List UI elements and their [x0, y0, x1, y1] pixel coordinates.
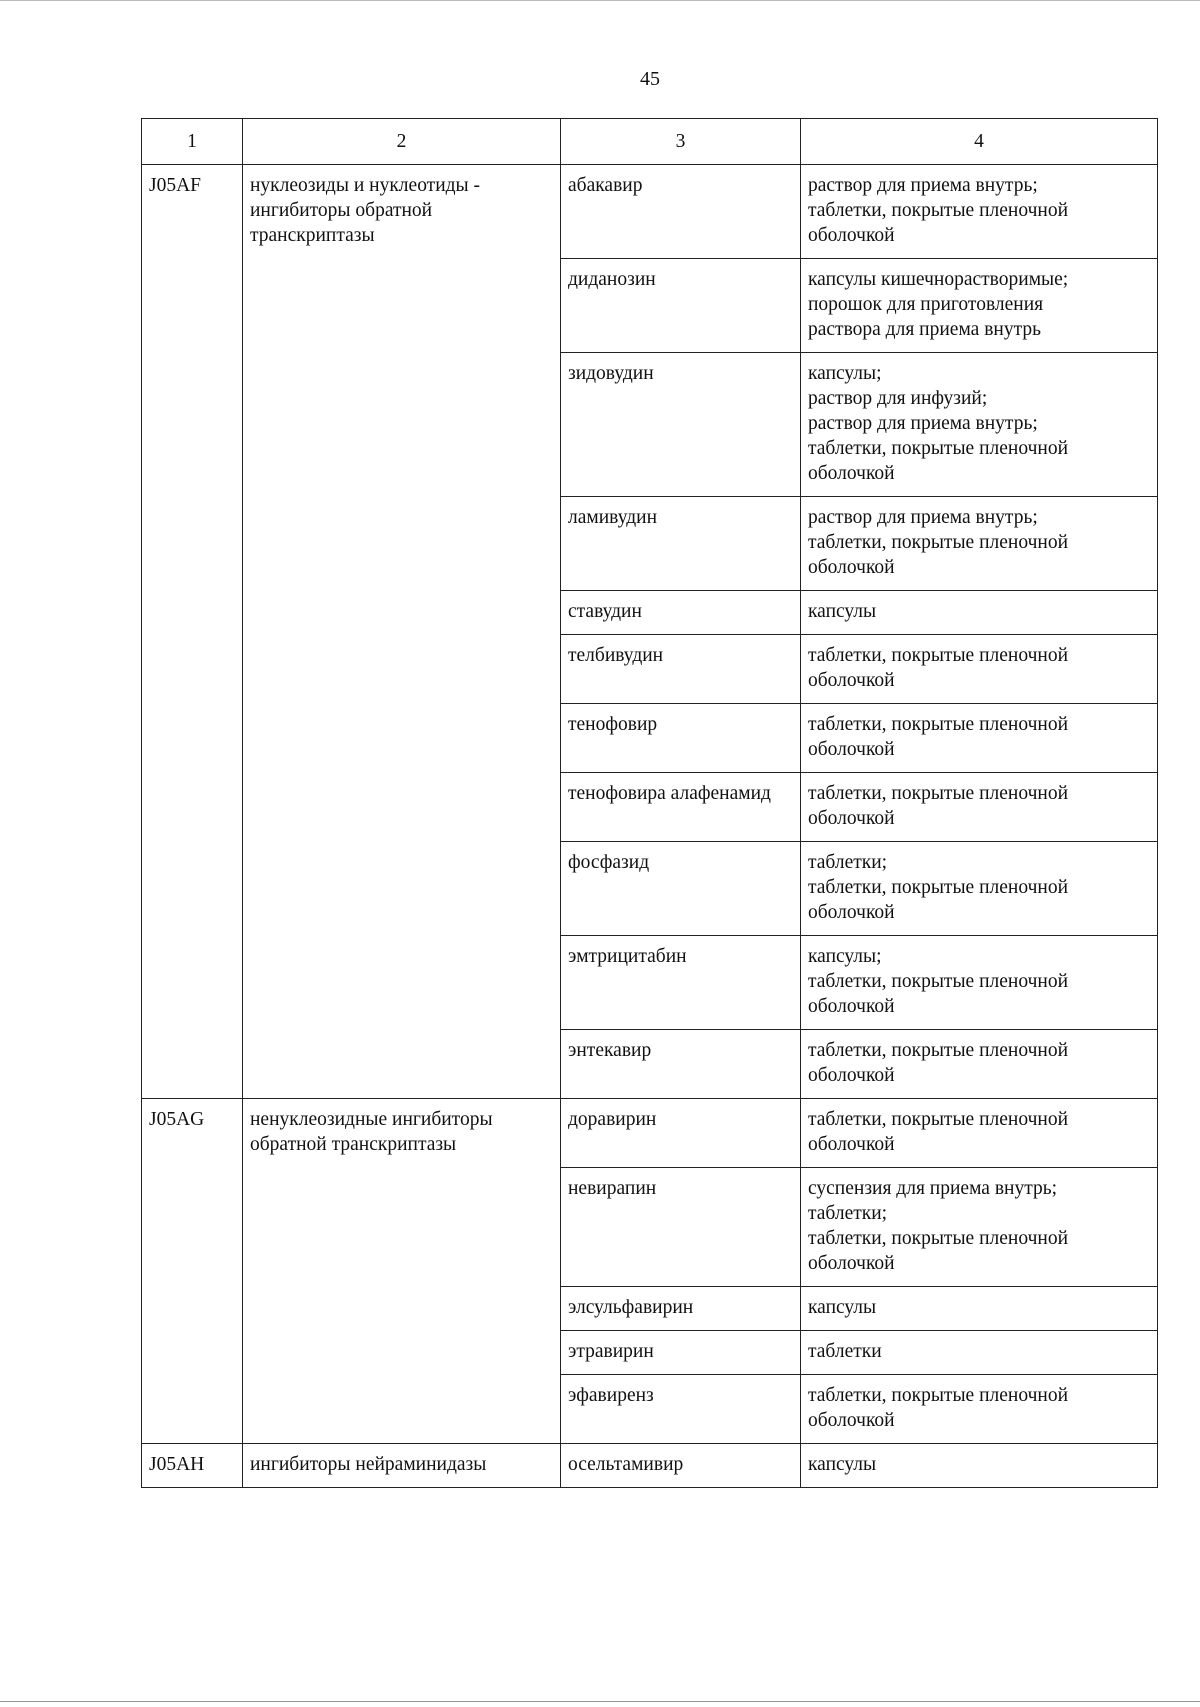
- table-row: [142, 1444, 1158, 1488]
- dosage-form-line: таблетки, покрытые пленочной: [808, 200, 1069, 221]
- table-body: [142, 165, 1158, 1488]
- column-header-2: 2: [243, 119, 561, 165]
- group-name-cell: нуклеозиды и нуклеотиды - ингибиторы обратной транскриптазы: [243, 165, 561, 1099]
- drug-name-cell: диданозин: [561, 259, 801, 353]
- dosage-form-line: оболочкой: [808, 557, 895, 578]
- dosage-form-line: раствор для приема внутрь;: [808, 175, 1038, 196]
- dosage-form-line: таблетки, покрытые пленочной: [808, 714, 1069, 735]
- dosage-forms-cell: [801, 842, 1158, 936]
- group-name-cell: ингибиторы нейраминидазы: [243, 1444, 561, 1488]
- dosage-form-line: раствор для приема внутрь;: [808, 413, 1038, 434]
- group-name-cell: ненуклеозидные ингибиторы обратной транскриптазы: [243, 1099, 561, 1444]
- dosage-form-line: раствор для инфузий;: [808, 388, 988, 409]
- drug-name-cell: абакавир: [561, 165, 801, 259]
- column-header-4: 4: [801, 119, 1158, 165]
- dosage-forms-cell: [801, 1168, 1158, 1287]
- dosage-form-line: оболочкой: [808, 808, 895, 829]
- dosage-forms-cell: [801, 936, 1158, 1030]
- dosage-form-line: таблетки, покрытые пленочной: [808, 1109, 1069, 1130]
- dosage-form-line: оболочкой: [808, 996, 895, 1017]
- dosage-form-line: капсулы кишечнорастворимые;: [808, 269, 1069, 290]
- dosage-forms-cell: [801, 1375, 1158, 1444]
- drug-name-cell: энтекавир: [561, 1030, 801, 1099]
- dosage-forms-cell: [801, 497, 1158, 591]
- atc-code-cell: J05AF: [142, 165, 243, 1099]
- dosage-form-line: таблетки: [808, 1341, 882, 1362]
- dosage-forms-cell: [801, 1099, 1158, 1168]
- drug-name-cell: тенофовира алафенамид: [561, 773, 801, 842]
- drug-name-cell: этравирин: [561, 1331, 801, 1375]
- dosage-form-line: таблетки;: [808, 852, 888, 873]
- atc-code-cell: J05AH: [142, 1444, 243, 1488]
- dosage-form-line: оболочкой: [808, 902, 895, 923]
- drug-name-cell: эфавиренз: [561, 1375, 801, 1444]
- dosage-form-line: капсулы: [808, 1297, 877, 1318]
- dosage-forms-cell: [801, 353, 1158, 497]
- dosage-form-line: оболочкой: [808, 1065, 895, 1086]
- dosage-form-line: таблетки, покрытые пленочной: [808, 438, 1069, 459]
- dosage-forms-cell: [801, 1287, 1158, 1331]
- drug-name-cell: ставудин: [561, 591, 801, 635]
- dosage-form-line: капсулы: [808, 1454, 877, 1475]
- dosage-forms-cell: [801, 704, 1158, 773]
- dosage-form-line: оболочкой: [808, 463, 895, 484]
- dosage-forms-cell: [801, 259, 1158, 353]
- drug-name-cell: элсульфавирин: [561, 1287, 801, 1331]
- page-number: 45: [640, 68, 660, 90]
- dosage-form-line: оболочкой: [808, 739, 895, 760]
- drug-name-cell: ламивудин: [561, 497, 801, 591]
- dosage-form-line: таблетки, покрытые пленочной: [808, 1040, 1069, 1061]
- dosage-form-line: суспензия для приема внутрь;: [808, 1178, 1058, 1199]
- drug-name-cell: невирапин: [561, 1168, 801, 1287]
- column-header-1: 1: [142, 119, 243, 165]
- drug-name-cell: фосфазид: [561, 842, 801, 936]
- drug-name-cell: тенофовир: [561, 704, 801, 773]
- atc-code-cell: J05AG: [142, 1099, 243, 1444]
- dosage-form-line: оболочкой: [808, 1134, 895, 1155]
- dosage-forms-cell: [801, 1331, 1158, 1375]
- drug-name-cell: телбивудин: [561, 635, 801, 704]
- dosage-forms-cell: [801, 591, 1158, 635]
- dosage-form-line: капсулы;: [808, 946, 882, 967]
- dosage-form-line: таблетки;: [808, 1203, 888, 1224]
- drug-table: [141, 118, 1158, 1488]
- dosage-form-line: таблетки, покрытые пленочной: [808, 783, 1069, 804]
- dosage-forms-cell: [801, 1444, 1158, 1488]
- dosage-form-line: оболочкой: [808, 1410, 895, 1431]
- table-row: [142, 165, 1158, 259]
- drug-name-cell: доравирин: [561, 1099, 801, 1168]
- dosage-form-line: таблетки, покрытые пленочной: [808, 532, 1069, 553]
- column-header-3: 3: [561, 119, 801, 165]
- dosage-form-line: таблетки, покрытые пленочной: [808, 1385, 1069, 1406]
- drug-name-cell: осельтамивир: [561, 1444, 801, 1488]
- dosage-form-line: капсулы;: [808, 363, 882, 384]
- dosage-form-line: таблетки, покрытые пленочной: [808, 971, 1069, 992]
- dosage-form-line: оболочкой: [808, 225, 895, 246]
- drug-name-cell: зидовудин: [561, 353, 801, 497]
- drug-table-container: [141, 118, 1157, 1488]
- dosage-forms-cell: [801, 165, 1158, 259]
- scan-bottom-edge: [0, 1701, 1200, 1702]
- table-header-row: [142, 119, 1158, 165]
- dosage-form-line: порошок для приготовления: [808, 294, 1044, 315]
- dosage-form-line: таблетки, покрытые пленочной: [808, 645, 1069, 666]
- dosage-form-line: раствор для приема внутрь;: [808, 507, 1038, 528]
- table-row: [142, 1099, 1158, 1168]
- dosage-forms-cell: [801, 1030, 1158, 1099]
- dosage-form-line: капсулы: [808, 601, 877, 622]
- drug-name-cell: эмтрицитабин: [561, 936, 801, 1030]
- dosage-forms-cell: [801, 773, 1158, 842]
- dosage-forms-cell: [801, 635, 1158, 704]
- dosage-form-line: оболочкой: [808, 670, 895, 691]
- scan-top-edge: [0, 0, 1200, 1]
- dosage-form-line: раствора для приема внутрь: [808, 319, 1041, 340]
- dosage-form-line: таблетки, покрытые пленочной: [808, 877, 1069, 898]
- dosage-form-line: таблетки, покрытые пленочной: [808, 1228, 1069, 1249]
- dosage-form-line: оболочкой: [808, 1253, 895, 1274]
